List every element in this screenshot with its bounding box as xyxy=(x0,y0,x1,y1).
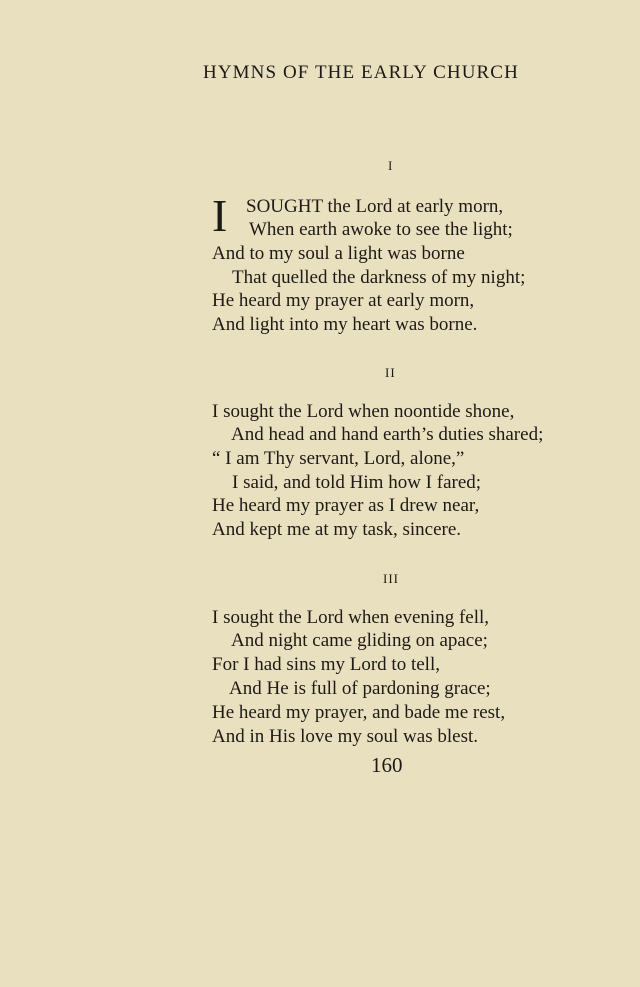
poem-line: And night came gliding on apace; xyxy=(231,630,488,651)
running-head: HYMNS OF THE EARLY CHURCH xyxy=(203,62,519,83)
stanza-numeral-3: III xyxy=(383,571,399,586)
poem-line: I sought the Lord when evening fell, xyxy=(212,607,490,628)
poem-line: And to my soul a light was borne xyxy=(212,243,465,264)
poem-line: That quelled the darkness of my night; xyxy=(232,267,526,288)
poem-line: For I had sins my Lord to tell, xyxy=(212,654,440,675)
poem-line: And in His love my soul was blest. xyxy=(212,726,478,747)
drop-cap: I xyxy=(212,190,228,241)
poem-line: And head and hand earth’s duties shared; xyxy=(231,424,544,445)
poem-line: And kept me at my task, sincere. xyxy=(212,519,462,540)
page-number: 160 xyxy=(371,753,403,777)
stanza-numeral-1: I xyxy=(388,158,394,173)
poem-line: He heard my prayer at early morn, xyxy=(212,290,475,311)
stanza-numeral-2: II xyxy=(385,365,396,380)
poem-line: When earth awoke to see the light; xyxy=(249,219,513,240)
poem-line: I sought the Lord when noontide shone, xyxy=(212,401,515,422)
poem-line: I said, and told Him how I fared; xyxy=(232,472,482,493)
poem-line: He heard my prayer, and bade me rest, xyxy=(212,702,506,723)
poem-line: “ I am Thy servant, Lord, alone,” xyxy=(212,448,465,469)
poem-line: And He is full of pardoning grace; xyxy=(229,678,491,699)
poem-line: SOUGHT the Lord at early morn, xyxy=(246,196,504,217)
poem-line: He heard my prayer as I drew near, xyxy=(212,495,480,516)
poem-line: And light into my heart was borne. xyxy=(212,314,478,335)
